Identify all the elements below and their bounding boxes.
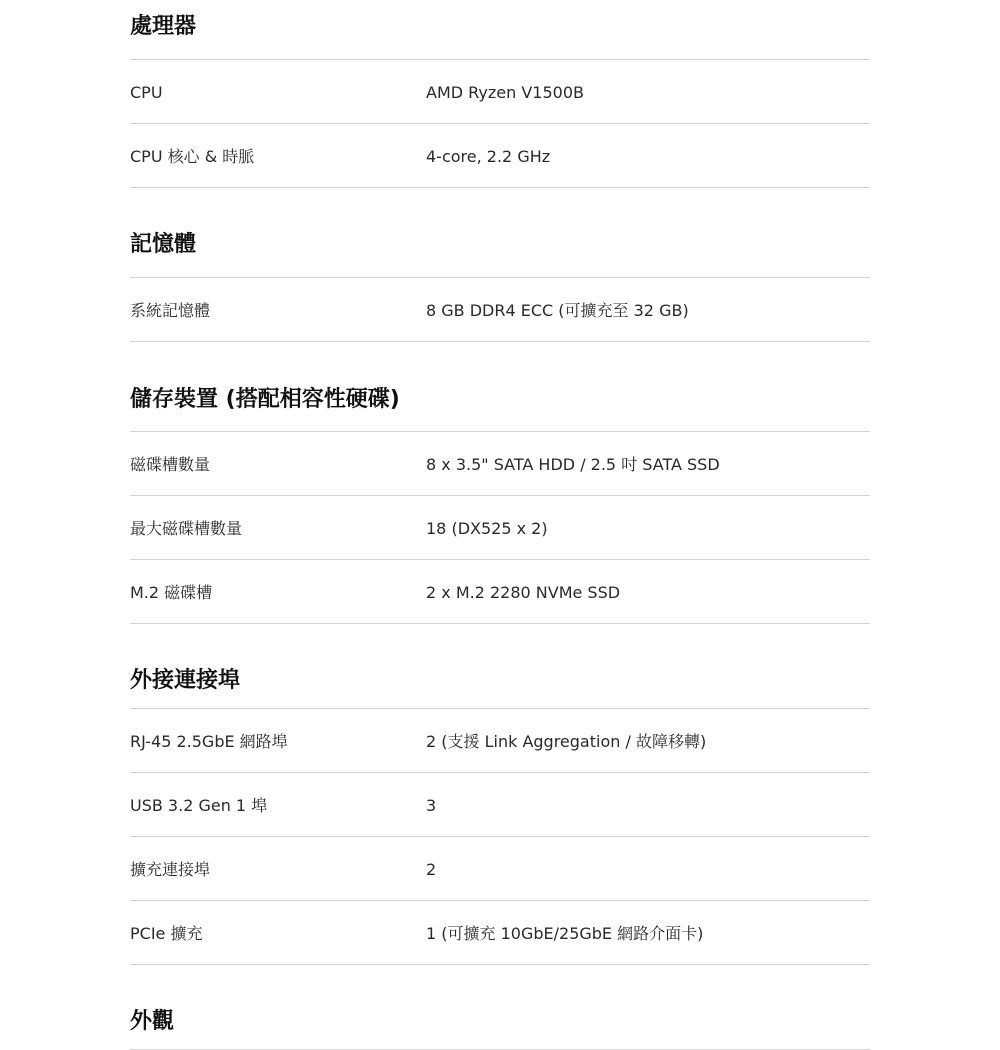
spec-label-cpu-cores: CPU 核心 & 時脈 xyxy=(130,147,255,166)
section-title-processor: 處理器 xyxy=(130,14,197,39)
divider xyxy=(130,708,870,709)
spec-label-pcie: PCIe 擴充 xyxy=(130,924,203,943)
divider xyxy=(130,900,870,901)
divider xyxy=(130,495,870,496)
spec-value-expansion-ports: 2 xyxy=(426,860,437,879)
divider xyxy=(130,341,870,342)
spec-value-cpu: AMD Ryzen V1500B xyxy=(426,83,584,102)
spec-label-cpu: CPU xyxy=(130,83,163,102)
divider xyxy=(130,277,870,278)
spec-value-drive-bays: 8 x 3.5" SATA HDD / 2.5 吋 SATA SSD xyxy=(426,455,720,474)
divider xyxy=(130,59,870,60)
spec-value-pcie: 1 (可擴充 10GbE/25GbE 網路介面卡) xyxy=(426,924,704,943)
divider xyxy=(130,964,870,965)
divider xyxy=(130,559,870,560)
spec-label-m2-slots: M.2 磁碟槽 xyxy=(130,583,213,602)
divider xyxy=(130,836,870,837)
spec-label-max-drive-bays: 最大磁碟槽數量 xyxy=(130,519,243,538)
spec-label-expansion-ports: 擴充連接埠 xyxy=(130,860,211,879)
section-title-external-ports: 外接連接埠 xyxy=(130,668,241,693)
spec-label-usb: USB 3.2 Gen 1 埠 xyxy=(130,796,268,815)
spec-value-usb: 3 xyxy=(426,796,437,815)
section-title-memory: 記憶體 xyxy=(130,232,197,257)
spec-value-system-memory: 8 GB DDR4 ECC (可擴充至 32 GB) xyxy=(426,301,689,320)
section-title-appearance: 外觀 xyxy=(130,1009,175,1034)
spec-value-max-drive-bays: 18 (DX525 x 2) xyxy=(426,519,548,538)
divider xyxy=(130,123,870,124)
divider xyxy=(130,187,870,188)
spec-value-cpu-cores: 4-core, 2.2 GHz xyxy=(426,147,551,166)
divider xyxy=(130,431,870,432)
section-title-storage: 儲存裝置 (搭配相容性硬碟) xyxy=(130,387,400,412)
spec-label-rj45: RJ-45 2.5GbE 網路埠 xyxy=(130,732,288,751)
spec-label-system-memory: 系統記憶體 xyxy=(130,301,211,320)
spec-value-m2-slots: 2 x M.2 2280 NVMe SSD xyxy=(426,583,621,602)
divider xyxy=(130,623,870,624)
divider xyxy=(130,772,870,773)
spec-label-drive-bays: 磁碟槽數量 xyxy=(130,455,211,474)
spec-value-rj45: 2 (支援 Link Aggregation / 故障移轉) xyxy=(426,732,707,751)
